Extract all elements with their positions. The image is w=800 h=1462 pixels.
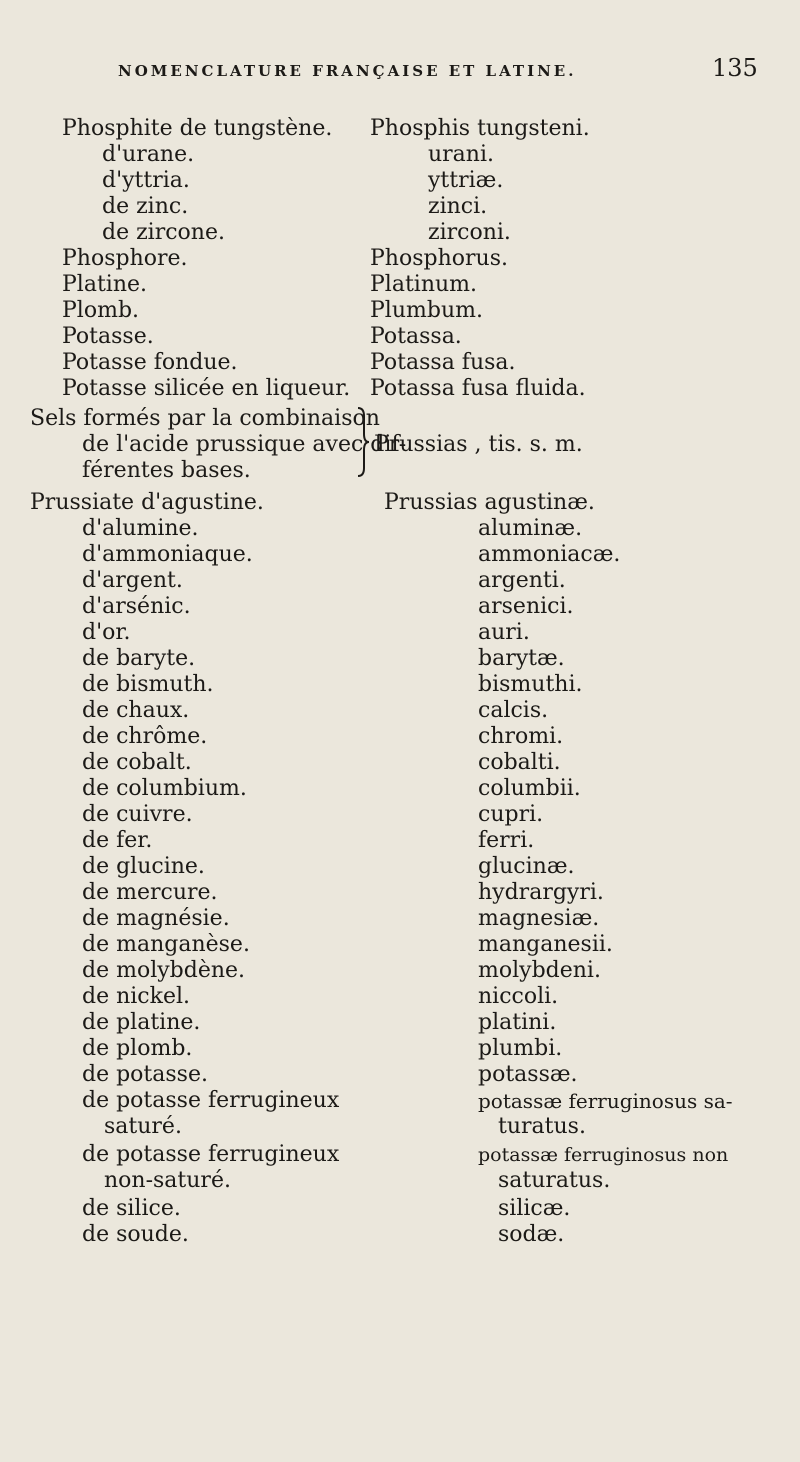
page-number: 135 [712,54,758,82]
prussiate-la: molybdeni. [478,958,601,983]
prussiate-la: plumbi. [478,1036,563,1061]
prussiate-fr: d'argent. [82,568,183,593]
prussiate-la: saturatus. [498,1168,611,1193]
prussiate-fr: de baryte. [82,646,196,671]
term-fr: Phosphite de tungstène. [62,116,333,141]
prussiate-fr: saturé. [104,1114,182,1139]
prussiate-fr: de platine. [82,1010,201,1035]
prussiate-fr: de molybdène. [82,958,246,983]
prussiate-la: glucinæ. [478,854,575,879]
prussiate-la: ferri. [478,828,535,853]
prussiate-fr: de potasse. [82,1062,208,1087]
prussiate-la: bismuthi. [478,672,583,697]
prussiate-fr: de cobalt. [82,750,192,775]
curly-brace [356,406,370,478]
prussiate-fr: de soude. [82,1222,189,1247]
prussiate-fr: d'or. [82,620,131,645]
term-fr: de zinc. [102,194,189,219]
prussiate-la: magnesiæ. [478,906,600,931]
prussiate-la: ammoniacæ. [478,542,621,567]
sels-line: férentes bases. [82,458,251,483]
prussiate-la: potassæ ferruginosus non [478,1144,729,1166]
prussiate-la: potassæ. [478,1062,578,1087]
term-la: Phosphis tungsteni. [370,116,590,141]
term-la: Plumbum. [370,298,483,323]
prussiate-fr: d'arsénic. [82,594,191,619]
term-fr: d'yttria. [102,168,190,193]
prussiate-fr: de glucine. [82,854,205,879]
term-la: Phosphorus. [370,246,508,271]
prussiate-fr: d'alumine. [82,516,199,541]
prussiate-la: calcis. [478,698,549,723]
prussiate-fr: de cuivre. [82,802,193,827]
term-la: zinci. [428,194,488,219]
term-fr: Platine. [62,272,148,297]
term-fr: d'urane. [102,142,195,167]
term-la: yttriæ. [428,168,504,193]
term-la: Potassa fusa. [370,350,516,375]
term-fr: Phosphore. [62,246,188,271]
prussiate-fr: de chaux. [82,698,190,723]
running-header: NOMENCLATURE FRANÇAISE ET LATINE. [118,62,577,80]
prussiate-fr: Prussiate d'agustine. [30,490,264,515]
prussiate-la: chromi. [478,724,564,749]
prussiate-la: niccoli. [478,984,559,1009]
term-fr: Potasse. [62,324,154,349]
prussiate-la: aluminæ. [478,516,583,541]
prussiate-la: platini. [478,1010,557,1035]
term-la: Potassa. [370,324,462,349]
prussiate-fr: de manganèse. [82,932,250,957]
prussiate-la: potassæ ferruginosus sa- [478,1089,733,1113]
prussiate-la: cobalti. [478,750,561,775]
prussiate-la: argenti. [478,568,566,593]
prussiate-la: manganesii. [478,932,613,957]
prussiate-fr: de nickel. [82,984,191,1009]
term-la: Platinum. [370,272,478,297]
prussiate-la: arsenici. [478,594,574,619]
prussiate-fr: de bismuth. [82,672,214,697]
prussiate-la: barytæ. [478,646,565,671]
prussiate-fr: de columbium. [82,776,247,801]
term-la: zirconi. [428,220,511,245]
prussiate-la: hydrargyri. [478,880,604,905]
prussiate-fr: de fer. [82,828,153,853]
prussiate-fr: non-saturé. [104,1168,231,1193]
prussiate-fr: de potasse ferrugineux [82,1088,340,1113]
prussiate-la: silicæ. [498,1196,571,1221]
term-fr: Plomb. [62,298,140,323]
prussiate-la: columbii. [478,776,581,801]
prussiate-fr: de potasse ferrugineux [82,1142,340,1167]
term-fr: Potasse fondue. [62,350,238,375]
prussiate-fr: de chrôme. [82,724,208,749]
prussiate-fr: de plomb. [82,1036,193,1061]
prussiate-la: sodæ. [498,1222,565,1247]
sels-line: Sels formés par la combinaison [30,406,380,431]
prussiate-fr: de silice. [82,1196,181,1221]
prussiate-la: cupri. [478,802,544,827]
prussiate-la: auri. [478,620,530,645]
prussiate-la: Prussias agustinæ. [384,490,595,515]
prussiate-la: turatus. [498,1114,586,1139]
prussiate-fr: d'ammoniaque. [82,542,253,567]
term-fr: Potasse silicée en liqueur. [62,376,351,401]
sels-line: de l'acide prussique avec dif- [82,432,407,457]
prussiate-fr: de mercure. [82,880,218,905]
term-la: Potassa fusa fluida. [370,376,586,401]
term-la: urani. [428,142,494,167]
sels-latin: Prussias , tis. s. m. [374,432,583,457]
prussiate-fr: de magnésie. [82,906,230,931]
term-fr: de zircone. [102,220,225,245]
